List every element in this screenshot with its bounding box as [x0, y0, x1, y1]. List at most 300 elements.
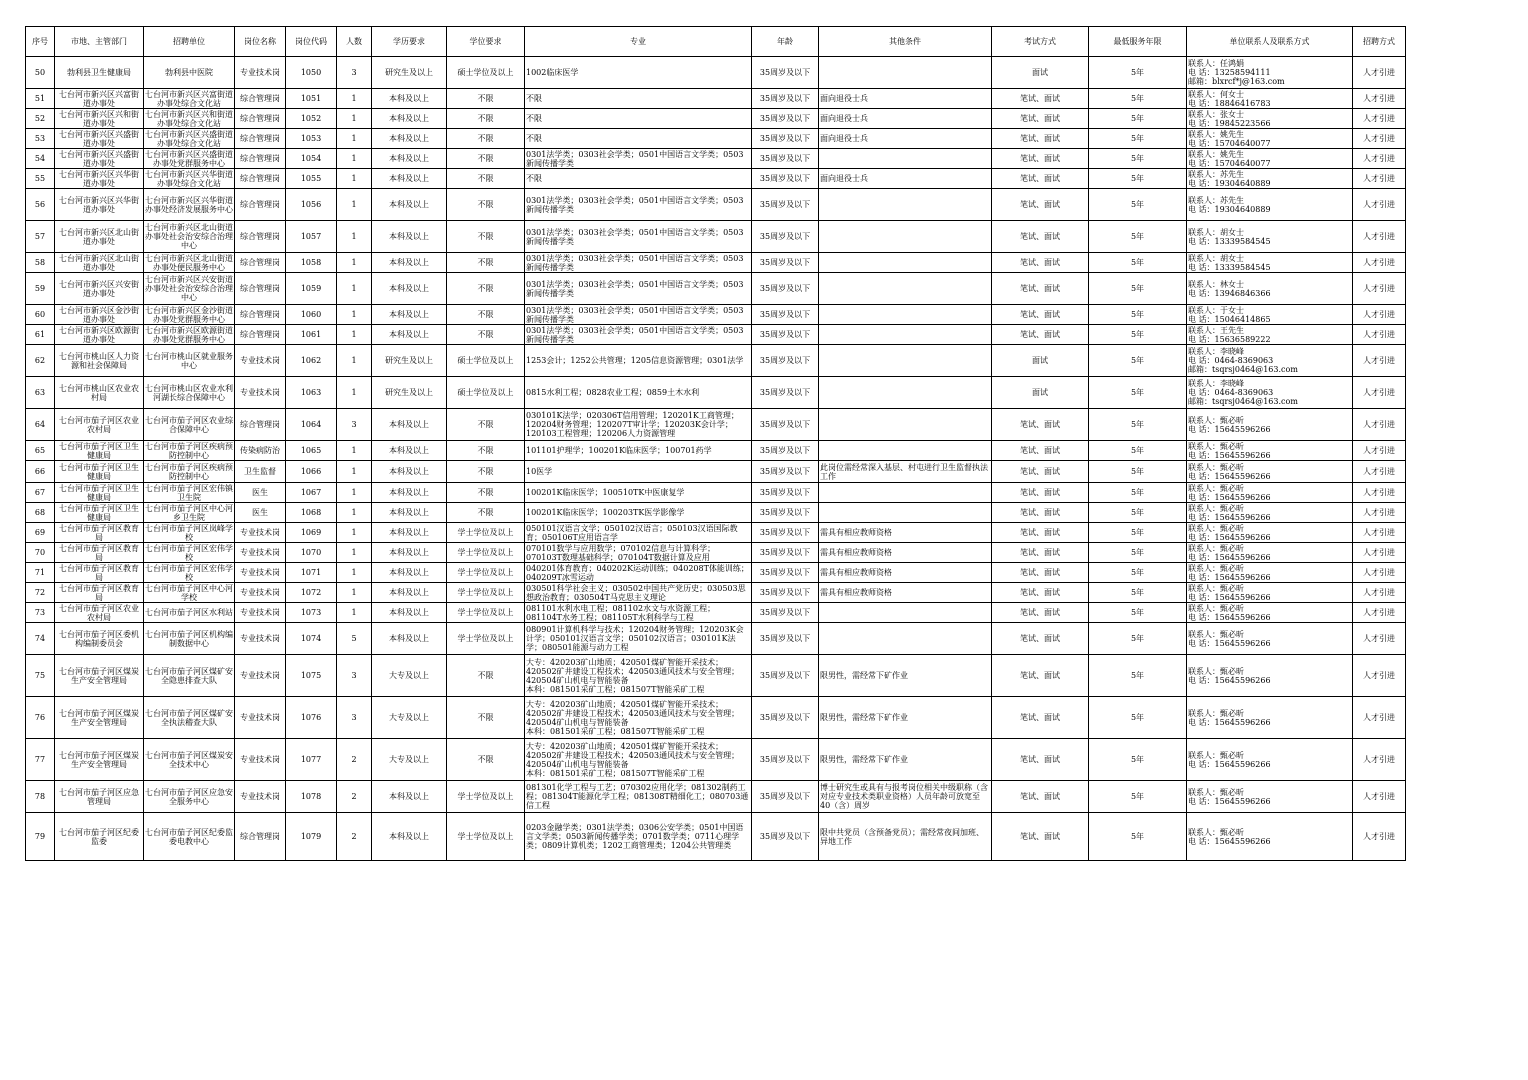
table-row: [26, 409, 1406, 441]
dept-cell: 七台河市茄子河区卫生健康局: [55, 461, 144, 483]
dept-cell: 七台河市新兴区金沙街道办事处: [55, 305, 144, 325]
education-cell: 本科及以上: [372, 603, 447, 623]
contact-cell: 联系人：苏先生 电 话：19304640889: [1187, 189, 1353, 221]
education-cell: 本科及以上: [372, 503, 447, 523]
contact-cell: 联系人：甄必昕 电 话：15645596266: [1187, 623, 1353, 655]
contact-cell: 联系人：甄必昕 电 话：15645596266: [1187, 603, 1353, 623]
seq-cell: 55: [26, 169, 55, 189]
count-cell: 1: [337, 253, 372, 273]
post-cell: 专业技术岗: [235, 781, 286, 813]
degree-cell: 不限: [447, 169, 525, 189]
seq-cell: 62: [26, 345, 55, 377]
unit-cell: 七台河市新兴区兴盛街道办事处党群服务中心: [145, 149, 233, 168]
age-cell: 35周岁及以下: [752, 305, 819, 325]
header-cell: 岗位代码: [286, 27, 337, 57]
unit-cell: 七台河市茄子河区疾病预防控制中心: [145, 441, 233, 460]
age-cell: 35周岁及以下: [752, 149, 819, 169]
exam-cell: 面试: [992, 377, 1089, 409]
post-cell: 医生: [235, 483, 286, 503]
major-cell: 10医学: [525, 461, 752, 483]
other-cell: 限男性，需经常下矿作业: [819, 697, 992, 739]
degree-cell: 不限: [447, 461, 525, 483]
seq-cell: 69: [26, 523, 55, 543]
degree-cell: 不限: [447, 89, 525, 109]
seq-cell: 79: [26, 813, 55, 861]
major-cell: 081101水利水电工程；081102水文与水资源工程；081104T水务工程；081105T水利科学与工程: [525, 603, 752, 623]
table-row: [26, 563, 1406, 583]
code-cell: 1062: [286, 345, 337, 377]
other-cell: [819, 377, 992, 409]
major-cell: 040201体育教育；040202K运动训练；040208T体能训练；040209T冰雪运动: [525, 563, 752, 583]
age-cell: 35周岁及以下: [752, 109, 819, 129]
method-cell: 人才引进: [1353, 563, 1406, 583]
exam-cell: 笔试、面试: [992, 129, 1089, 149]
exam-cell: 笔试、面试: [992, 781, 1089, 813]
education-cell: 本科及以上: [372, 253, 447, 273]
contact-cell: 联系人：甄必昕 电 话：15645596266: [1187, 461, 1353, 483]
seq-cell: 60: [26, 305, 55, 325]
count-cell: 1: [337, 523, 372, 543]
contact-cell: 联系人：甄必昕 电 话：15645596266: [1187, 583, 1353, 603]
major-cell: 大专：420203矿山地质；420501煤矿智能开采技术；420502矿井建设工程技术；420503通风技术与安全管理；420504矿山机电与智能装备 本科：081501采矿工程；081507T智能采矿工程: [525, 739, 752, 781]
table-row: [26, 377, 1406, 409]
table-row: [26, 189, 1406, 221]
post-cell: 综合管理岗: [235, 325, 286, 345]
degree-cell: 不限: [447, 149, 525, 169]
header-row: [26, 27, 1406, 57]
service-years-cell: 5年: [1089, 189, 1187, 221]
count-cell: 2: [337, 739, 372, 781]
education-cell: 本科及以上: [372, 221, 447, 253]
major-cell: 050101汉语言文学；050102汉语言；050103汉语国际教育；050106T应用语言学: [525, 523, 752, 543]
post-cell: 综合管理岗: [235, 813, 286, 861]
education-cell: 本科及以上: [372, 583, 447, 603]
major-cell: 0301法学类；0303社会学类；0501中国语言文学类；0503新闻传播学类: [525, 189, 752, 221]
age-cell: 35周岁及以下: [752, 221, 819, 253]
dept-cell: 七台河市新兴区兴安街道办事处: [55, 273, 144, 305]
count-cell: 3: [337, 57, 372, 89]
unit-cell: 七台河市茄子河区中心河乡卫生院: [145, 503, 233, 522]
method-cell: 人才引进: [1353, 221, 1406, 253]
service-years-cell: 5年: [1089, 149, 1187, 169]
service-years-cell: 5年: [1089, 813, 1187, 861]
major-cell: 030501科学社会主义；030502中国共产党历史；030503思想政治教育；030504T马克思主义理论: [525, 583, 752, 603]
exam-cell: 面试: [992, 345, 1089, 377]
count-cell: 1: [337, 189, 372, 221]
service-years-cell: 5年: [1089, 305, 1187, 325]
unit-cell: 七台河市茄子河区机构编制数据中心: [144, 623, 235, 655]
major-cell: 080901计算机科学与技术；120204财务管理；120203K会计学；050101汉语言文学；050102汉语言；030101K法学；080501能源与动力工程: [525, 623, 752, 655]
education-cell: 本科及以上: [372, 305, 447, 325]
code-cell: 1078: [286, 781, 337, 813]
contact-cell: 联系人：甄必昕 电 话：15645596266: [1187, 441, 1353, 461]
count-cell: 3: [337, 409, 372, 441]
other-cell: [819, 441, 992, 461]
contact-cell: 联系人：甄必昕 电 话：15645596266: [1187, 655, 1353, 697]
contact-cell: 联系人：甄必昕 电 话：15645596266: [1187, 503, 1353, 523]
seq-cell: 77: [26, 739, 55, 781]
exam-cell: 笔试、面试: [992, 583, 1089, 603]
count-cell: 2: [337, 813, 372, 861]
education-cell: 本科及以上: [372, 89, 447, 109]
exam-cell: 笔试、面试: [992, 543, 1089, 563]
exam-cell: 笔试、面试: [992, 503, 1089, 523]
age-cell: 35周岁及以下: [752, 603, 819, 623]
count-cell: 1: [337, 461, 372, 483]
education-cell: 本科及以上: [372, 273, 447, 305]
post-cell: 综合管理岗: [235, 221, 286, 253]
degree-cell: 不限: [447, 305, 525, 325]
contact-cell: 联系人：甄必昕 电 话：15645596266: [1187, 781, 1353, 813]
major-cell: 070101数学与应用数学；070102信息与计算科学；070103T数理基础科学；070104T数据计算及应用: [525, 543, 752, 563]
unit-cell: 七台河市茄子河区煤矿安全执法稽查大队: [144, 697, 235, 739]
count-cell: 1: [337, 543, 372, 563]
count-cell: 1: [337, 603, 372, 623]
exam-cell: 笔试、面试: [992, 623, 1089, 655]
count-cell: 1: [337, 149, 372, 169]
service-years-cell: 5年: [1089, 543, 1187, 563]
header-cell: 学位要求: [447, 27, 525, 57]
exam-cell: 笔试、面试: [992, 325, 1089, 345]
code-cell: 1054: [286, 149, 337, 169]
age-cell: 35周岁及以下: [752, 169, 819, 189]
major-cell: 030101K法学；020306T信用管理；120201K工商管理；120204财务管理；120207T审计学；120203K会计学；120103工程管理；120206人力资源管理: [525, 409, 752, 441]
other-cell: [819, 57, 992, 89]
dept-cell: 七台河市茄子河区卫生健康局: [55, 503, 144, 523]
other-cell: 需具有相应教师资格: [819, 583, 992, 603]
education-cell: 本科及以上: [372, 409, 447, 441]
other-cell: 限男性，需经常下矿作业: [819, 739, 992, 781]
table-row: [26, 273, 1406, 305]
count-cell: 1: [337, 109, 372, 129]
count-cell: 1: [337, 563, 372, 583]
seq-cell: 53: [26, 129, 55, 149]
degree-cell: 硕士学位及以上: [447, 57, 525, 89]
exam-cell: 笔试、面试: [992, 483, 1089, 503]
unit-cell: 七台河市新兴区兴华街道办事处经济发展服务中心: [144, 189, 235, 221]
code-cell: 1057: [286, 221, 337, 253]
unit-cell: 七台河市茄子河区岚峰学校: [145, 523, 233, 542]
age-cell: 35周岁及以下: [752, 89, 819, 109]
method-cell: 人才引进: [1353, 189, 1406, 221]
unit-cell: 七台河市茄子河区应急安全服务中心: [144, 781, 235, 813]
contact-cell: 联系人：苏先生 电 话：19304640889: [1187, 169, 1353, 189]
post-cell: 卫生监督: [235, 461, 286, 483]
method-cell: 人才引进: [1353, 441, 1406, 461]
code-cell: 1073: [286, 603, 337, 623]
method-cell: 人才引进: [1353, 623, 1406, 655]
table-row: [26, 89, 1406, 109]
header-cell: 人数: [337, 27, 372, 57]
unit-cell: 七台河市茄子河区农业综合保障中心: [144, 409, 235, 441]
count-cell: 1: [337, 441, 372, 461]
age-cell: 35周岁及以下: [752, 543, 819, 563]
exam-cell: 面试: [992, 57, 1089, 89]
age-cell: 35周岁及以下: [752, 441, 819, 461]
major-cell: 不限: [525, 109, 752, 129]
unit-cell: 七台河市新兴区兴盛街道办事处综合文化站: [145, 129, 233, 148]
age-cell: 35周岁及以下: [752, 623, 819, 655]
exam-cell: 笔试、面试: [992, 189, 1089, 221]
unit-cell: 七台河市新兴区兴富街道办事处综合文化站: [145, 89, 233, 108]
education-cell: 本科及以上: [372, 325, 447, 345]
seq-cell: 57: [26, 221, 55, 253]
age-cell: 35周岁及以下: [752, 813, 819, 861]
method-cell: 人才引进: [1353, 503, 1406, 523]
seq-cell: 63: [26, 377, 55, 409]
dept-cell: 七台河市茄子河区纪委监委: [55, 813, 144, 861]
code-cell: 1061: [286, 325, 337, 345]
dept-cell: 七台河市新兴区兴华街道办事处: [55, 189, 144, 221]
contact-cell: 联系人：任鸿娟 电 话：13258594111 邮箱：blxrcf*j@163.com: [1187, 57, 1353, 89]
unit-cell: 七台河市桃山区就业服务中心: [144, 345, 235, 377]
seq-cell: 76: [26, 697, 55, 739]
method-cell: 人才引进: [1353, 253, 1406, 273]
count-cell: 1: [337, 169, 372, 189]
service-years-cell: 5年: [1089, 57, 1187, 89]
service-years-cell: 5年: [1089, 441, 1187, 461]
code-cell: 1079: [286, 813, 337, 861]
post-cell: 专业技术岗: [235, 623, 286, 655]
service-years-cell: 5年: [1089, 655, 1187, 697]
education-cell: 本科及以上: [372, 189, 447, 221]
major-cell: 0301法学类；0303社会学类；0501中国语言文学类；0503新闻传播学类: [525, 325, 752, 345]
contact-cell: 联系人：甄必昕 电 话：15645596266: [1187, 563, 1353, 583]
recruitment-table: [25, 26, 1406, 861]
contact-cell: 联系人：王先生 电 话：15636589222: [1187, 325, 1353, 345]
age-cell: 35周岁及以下: [752, 189, 819, 221]
post-cell: 医生: [235, 503, 286, 523]
code-cell: 1052: [286, 109, 337, 129]
dept-cell: 七台河市新兴区兴华街道办事处: [55, 169, 144, 189]
unit-cell: 七台河市茄子河区中心河学校: [145, 583, 233, 602]
degree-cell: 不限: [447, 189, 525, 221]
age-cell: 35周岁及以下: [752, 739, 819, 781]
age-cell: 35周岁及以下: [752, 325, 819, 345]
degree-cell: 不限: [447, 409, 525, 441]
dept-cell: 七台河市茄子河区煤炭生产安全管理局: [55, 655, 144, 697]
table-row: [26, 523, 1406, 543]
exam-cell: 笔试、面试: [992, 441, 1089, 461]
dept-cell: 七台河市新兴区兴盛街道办事处: [55, 149, 144, 169]
major-cell: 0301法学类；0303社会学类；0501中国语言文学类；0503新闻传播学类: [525, 221, 752, 253]
exam-cell: 笔试、面试: [992, 603, 1089, 623]
exam-cell: 笔试、面试: [992, 655, 1089, 697]
post-cell: 专业技术岗: [235, 655, 286, 697]
table-row: [26, 345, 1406, 377]
other-cell: 面向退役士兵: [819, 109, 992, 129]
other-cell: [819, 603, 992, 623]
code-cell: 1065: [286, 441, 337, 461]
method-cell: 人才引进: [1353, 461, 1406, 483]
count-cell: 1: [337, 89, 372, 109]
contact-cell: 联系人：何女士 电 话：18846416783: [1187, 89, 1353, 109]
post-cell: 专业技术岗: [235, 57, 286, 89]
service-years-cell: 5年: [1089, 739, 1187, 781]
table-row: [26, 221, 1406, 253]
code-cell: 1063: [286, 377, 337, 409]
education-cell: 本科及以上: [372, 441, 447, 461]
major-cell: 0301法学类；0303社会学类；0501中国语言文学类；0503新闻传播学类: [525, 149, 752, 169]
seq-cell: 65: [26, 441, 55, 461]
service-years-cell: 5年: [1089, 623, 1187, 655]
degree-cell: 不限: [447, 441, 525, 461]
exam-cell: 笔试、面试: [992, 305, 1089, 325]
table-row: [26, 543, 1406, 563]
exam-cell: 笔试、面试: [992, 221, 1089, 253]
degree-cell: 不限: [447, 109, 525, 129]
header-cell: 考试方式: [992, 27, 1089, 57]
education-cell: 本科及以上: [372, 781, 447, 813]
degree-cell: 学士学位及以上: [447, 523, 525, 543]
degree-cell: 学士学位及以上: [447, 563, 525, 583]
unit-cell: 七台河市新兴区北山街道办事处社会治安综合治理中心: [144, 221, 235, 253]
contact-cell: 联系人：甄必昕 电 话：15645596266: [1187, 813, 1353, 861]
post-cell: 综合管理岗: [235, 89, 286, 109]
education-cell: 本科及以上: [372, 523, 447, 543]
seq-cell: 61: [26, 325, 55, 345]
post-cell: 专业技术岗: [235, 603, 286, 623]
seq-cell: 51: [26, 89, 55, 109]
major-cell: 不限: [525, 169, 752, 189]
degree-cell: 不限: [447, 697, 525, 739]
major-cell: 0301法学类；0303社会学类；0501中国语言文学类；0503新闻传播学类: [525, 305, 752, 325]
count-cell: 1: [337, 273, 372, 305]
age-cell: 35周岁及以下: [752, 655, 819, 697]
dept-cell: 勃利县卫生健康局: [55, 57, 144, 89]
unit-cell: 七台河市茄子河区水利站: [144, 603, 235, 623]
count-cell: 1: [337, 483, 372, 503]
age-cell: 35周岁及以下: [752, 697, 819, 739]
seq-cell: 52: [26, 109, 55, 129]
other-cell: 面向退役士兵: [819, 89, 992, 109]
other-cell: 限男性，需经常下矿作业: [819, 655, 992, 697]
education-cell: 研究生及以上: [372, 57, 447, 89]
seq-cell: 78: [26, 781, 55, 813]
unit-cell: 七台河市茄子河区疾病预防控制中心: [145, 462, 233, 481]
age-cell: 35周岁及以下: [752, 503, 819, 523]
post-cell: 综合管理岗: [235, 149, 286, 169]
other-cell: [819, 325, 992, 345]
exam-cell: 笔试、面试: [992, 109, 1089, 129]
other-cell: [819, 409, 992, 441]
age-cell: 35周岁及以下: [752, 253, 819, 273]
other-cell: [819, 503, 992, 523]
unit-cell: 七台河市新兴区兴和街道办事处综合文化站: [145, 109, 233, 128]
degree-cell: 学士学位及以上: [447, 543, 525, 563]
unit-cell: 七台河市新兴区兴安街道办事处社会治安综合治理中心: [144, 273, 235, 305]
table-row: [26, 503, 1406, 523]
unit-cell: 七台河市茄子河区煤炭安全技术中心: [144, 739, 235, 781]
service-years-cell: 5年: [1089, 523, 1187, 543]
age-cell: 35周岁及以下: [752, 409, 819, 441]
post-cell: 专业技术岗: [235, 697, 286, 739]
method-cell: 人才引进: [1353, 483, 1406, 503]
education-cell: 本科及以上: [372, 543, 447, 563]
contact-cell: 联系人：张女士 电 话：19845223566: [1187, 109, 1353, 129]
dept-cell: 七台河市新兴区北山街道办事处: [55, 253, 144, 273]
service-years-cell: 5年: [1089, 221, 1187, 253]
dept-cell: 七台河市新兴区北山街道办事处: [55, 221, 144, 253]
method-cell: 人才引进: [1353, 543, 1406, 563]
header-cell: 市地、主管部门: [55, 27, 144, 57]
service-years-cell: 5年: [1089, 377, 1187, 409]
unit-cell: 七台河市新兴区兴华街道办事处综合文化站: [145, 169, 233, 188]
service-years-cell: 5年: [1089, 129, 1187, 149]
count-cell: 1: [337, 305, 372, 325]
degree-cell: 硕士学位及以上: [447, 377, 525, 409]
other-cell: 需具有相应教师资格: [819, 563, 992, 583]
degree-cell: 不限: [447, 221, 525, 253]
service-years-cell: 5年: [1089, 89, 1187, 109]
post-cell: 专业技术岗: [235, 377, 286, 409]
contact-cell: 联系人：姚先生 电 话：15704640077: [1187, 149, 1353, 169]
major-cell: 081301化学工程与工艺；070302应用化学；081302制药工程；081304T能源化学工程；081308T精细化工；080703通信工程: [525, 781, 752, 813]
exam-cell: 笔试、面试: [992, 253, 1089, 273]
count-cell: 1: [337, 325, 372, 345]
seq-cell: 64: [26, 409, 55, 441]
dept-cell: 七台河市茄子河区农业农村局: [55, 603, 144, 623]
major-cell: 100201K临床医学；100510TK中医康复学: [525, 483, 752, 503]
degree-cell: 硕士学位及以上: [447, 345, 525, 377]
header-cell: 学历要求: [372, 27, 447, 57]
age-cell: 35周岁及以下: [752, 563, 819, 583]
code-cell: 1056: [286, 189, 337, 221]
education-cell: 本科及以上: [372, 169, 447, 189]
dept-cell: 七台河市茄子河区应急管理局: [55, 781, 144, 813]
education-cell: 本科及以上: [372, 149, 447, 169]
count-cell: 1: [337, 129, 372, 149]
table-row: [26, 325, 1406, 345]
header-cell: 招聘方式: [1353, 27, 1406, 57]
method-cell: 人才引进: [1353, 603, 1406, 623]
header-cell: 单位联系人及联系方式: [1187, 27, 1353, 57]
dept-cell: 七台河市茄子河区教育局: [55, 523, 144, 543]
unit-cell: 七台河市茄子河区宏伟镇卫生院: [145, 483, 233, 502]
code-cell: 1059: [286, 273, 337, 305]
education-cell: 研究生及以上: [372, 377, 447, 409]
method-cell: 人才引进: [1353, 109, 1406, 129]
service-years-cell: 5年: [1089, 583, 1187, 603]
degree-cell: 不限: [447, 325, 525, 345]
table-row: [26, 149, 1406, 169]
exam-cell: 笔试、面试: [992, 89, 1089, 109]
degree-cell: 不限: [447, 253, 525, 273]
age-cell: 35周岁及以下: [752, 345, 819, 377]
exam-cell: 笔试、面试: [992, 409, 1089, 441]
header-cell: 最低服务年限: [1089, 27, 1187, 57]
unit-cell: 七台河市茄子河区宏伟学校: [145, 543, 233, 562]
service-years-cell: 5年: [1089, 273, 1187, 305]
seq-cell: 75: [26, 655, 55, 697]
major-cell: 大专：420203矿山地质；420501煤矿智能开采技术；420502矿井建设工程技术；420503通风技术与安全管理；420504矿山机电与智能装备 本科：081501采矿工程；081507T智能采矿工程: [525, 697, 752, 739]
table-row: [26, 57, 1406, 89]
education-cell: 大专及以上: [372, 697, 447, 739]
degree-cell: 不限: [447, 273, 525, 305]
method-cell: 人才引进: [1353, 409, 1406, 441]
other-cell: [819, 221, 992, 253]
header-cell: 其他条件: [819, 27, 992, 57]
post-cell: 专业技术岗: [235, 523, 286, 543]
education-cell: 本科及以上: [372, 563, 447, 583]
method-cell: 人才引进: [1353, 781, 1406, 813]
service-years-cell: 5年: [1089, 109, 1187, 129]
service-years-cell: 5年: [1089, 603, 1187, 623]
code-cell: 1060: [286, 305, 337, 325]
age-cell: 35周岁及以下: [752, 377, 819, 409]
header-cell: 岗位名称: [235, 27, 286, 57]
education-cell: 大专及以上: [372, 739, 447, 781]
